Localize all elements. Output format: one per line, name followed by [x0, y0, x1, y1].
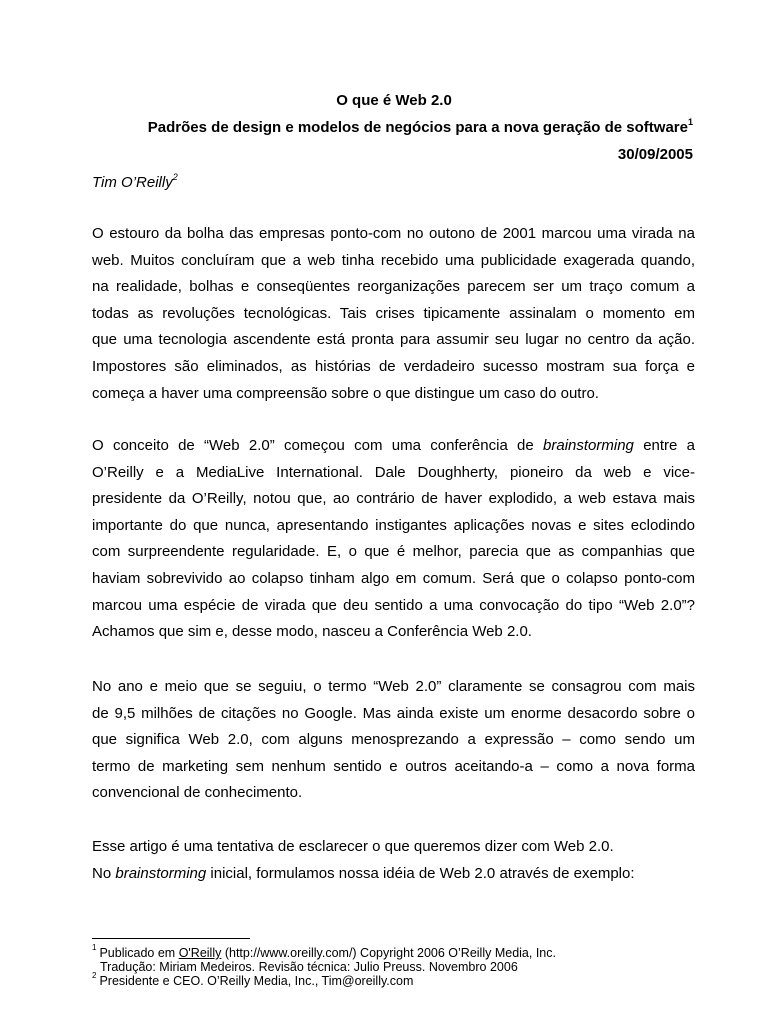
paragraph-line: de 9,5 milhões de citações no Google. Mas ainda existe um enorme desacordo sobre o: [92, 704, 695, 722]
paragraph-line: presidente da O’Reilly, notou que, ao contrário de haver explodido, a web estava mais: [92, 490, 695, 508]
paragraph-line: No ano e meio que se seguiu, o termo “Web 2.0” claramente se consagrou com mais: [92, 678, 695, 695]
emphasis-text: brainstorming: [115, 864, 207, 882]
paragraph-line: com surpreendente regularidade. E, o que é melhor, parecia que as companhias que: [92, 543, 695, 561]
paragraph-line: na realidade, bolhas e conseqüentes reorganizações parecem ser um traço comum a: [92, 278, 695, 296]
paragraph-line: web. Muitos concluíram que a web tinha recebido uma publicidade exagerada quando,: [92, 251, 695, 269]
oreilly-link[interactable]: O'Reilly: [178, 946, 222, 960]
author-line: [92, 174, 178, 191]
footnote-text: (http://www.oreilly.com/) Copyright 2006 O’Reilly Media, Inc.: [224, 946, 556, 960]
paragraph-line: [92, 861, 695, 888]
paragraph-line: [92, 433, 695, 460]
text-run: entre a: [643, 437, 695, 454]
page-subtitle: [92, 119, 693, 136]
paragraph-line: Achamos que sim e, desse modo, nasceu a Conferência Web 2.0.: [92, 623, 532, 641]
footnote-text: Publicado em: [99, 946, 176, 960]
footnote-1: [92, 942, 556, 960]
footnote-number: 1: [92, 942, 97, 952]
paragraph-line: Esse artigo é uma tentativa de esclarecer o que queremos dizer com Web 2.0.: [92, 838, 614, 855]
paragraph-2: [92, 433, 695, 646]
page-title: O que é Web 2.0: [336, 92, 452, 109]
paragraph-line: que uma tecnologia ascendente está pronta para assumir seu lugar no centro da ação.: [92, 331, 695, 349]
paragraph-1: [92, 221, 695, 407]
paragraph-line: começa a haver uma compreensão sobre o que distingue um caso do outro.: [92, 384, 599, 402]
footnote-ref-1: 1: [687, 117, 693, 127]
subtitle-text: Padrões de design e modelos de negócios para a nova geração de software: [147, 119, 688, 136]
text-run: inicial, formulamos nossa idéia de Web 2.0 através de exemplo:: [210, 864, 635, 882]
footnote-2: [92, 970, 414, 988]
paragraph-line: marcou uma espécie de virada que deu sentido a uma convocação do tipo “Web 2.0”?: [92, 596, 695, 614]
paragraph-line: convencional de conhecimento.: [92, 784, 303, 802]
footnote-number: 2: [92, 970, 97, 980]
paragraph-line: termo de marketing sem nenhum sentido e outros aceitando-a – como a nova forma: [92, 757, 695, 775]
paragraph-line: importante do que nunca, apresentando instigantes aplicações novas e sites eclodindo: [92, 516, 695, 534]
document-date: 30/09/2005: [617, 146, 693, 163]
footnote-1-continuation: Tradução: Miriam Medeiros. Revisão técnica: Julio Preuss. Novembro 2006: [100, 960, 518, 974]
paragraph-line: O estouro da bolha das empresas ponto-com no outono de 2001 marcou uma virada na: [92, 225, 695, 242]
paragraph-line: O’Reilly e a MediaLive International. Dale Doughherty, pioneiro da web e vice-: [92, 463, 695, 481]
author-name: Tim O’Reilly: [92, 174, 173, 191]
footnote-text: Presidente e CEO. O’Reilly Media, Inc., Tim@oreilly.com: [99, 974, 414, 988]
text-run: O conceito de “Web 2.0” começou com uma conferência de: [92, 437, 534, 454]
emphasis-text: brainstorming: [543, 437, 634, 454]
paragraph-line: todas as revoluções tecnológicas. Tais crises tipicamente assinalam o momento em: [92, 304, 695, 322]
footnote-divider: [92, 938, 250, 939]
paragraph-4: [92, 834, 695, 887]
paragraph-line: que significa Web 2.0, com alguns menosprezando a expressão – como sendo um: [92, 731, 695, 749]
paragraph-3: [92, 674, 695, 807]
paragraph-line: haviam sobrevivido ao colapso tinham algo em comum. Será que o colapso ponto-com: [92, 569, 695, 587]
paragraph-line: Impostores são eliminados, as histórias de verdadeiro sucesso mostram sua força e: [92, 357, 695, 375]
text-run: No: [92, 864, 112, 882]
footnote-ref-2: 2: [172, 172, 178, 182]
